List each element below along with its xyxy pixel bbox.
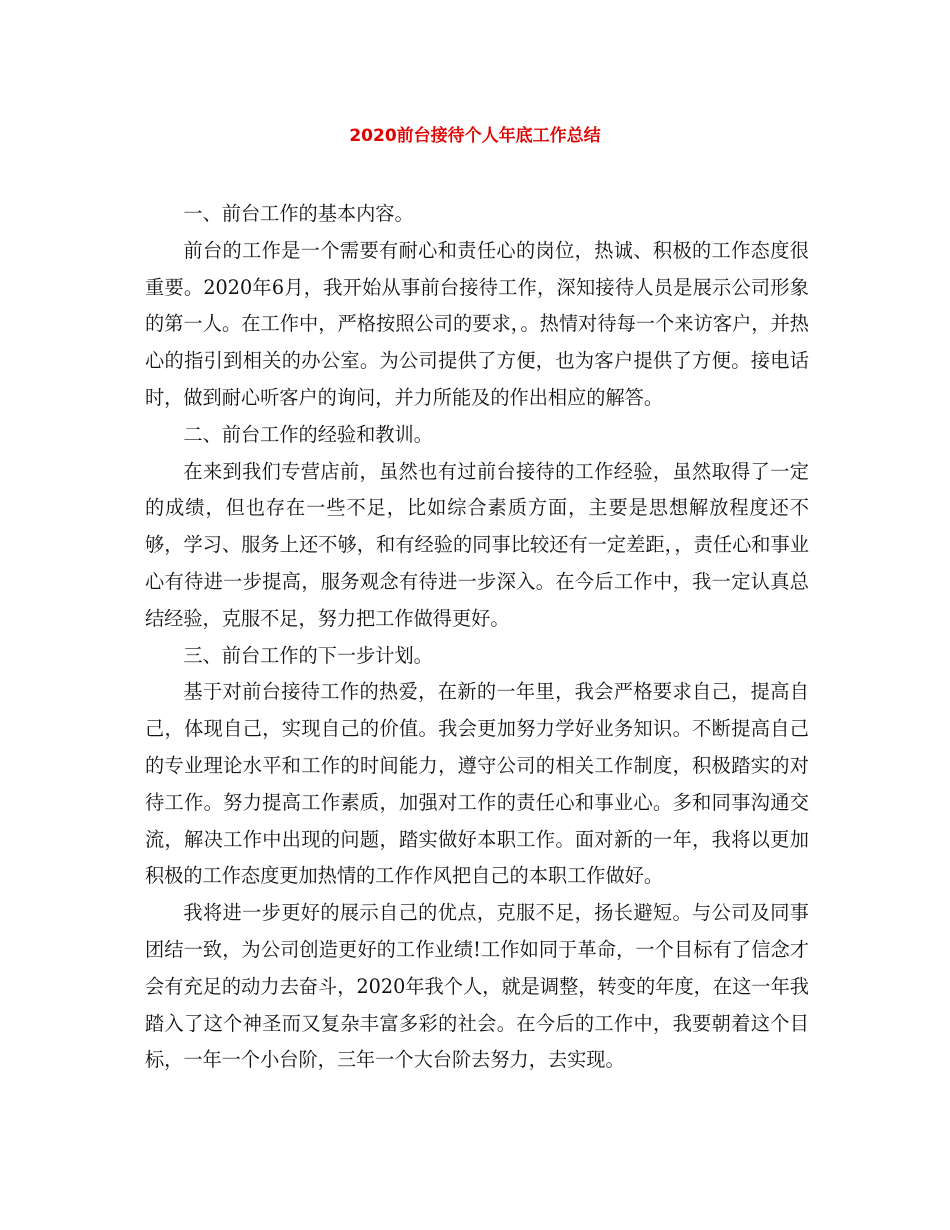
paragraph-basic-content: 前台的工作是一个需要有耐心和责任心的岗位，热诚、积极的工作态度很重要。2020年6月，我开始从事前台接待工作，深知接待人员是展示公司形象的第一人。在工作中，严格按照公司的要求，。热情对待每一个来访客户，并热心的指引到相关的办公室。为公司提供了方便，也为客户提供了方便。接电话时，做到耐心听客户的询问，并力所能及的作出相应的解答。 (145, 238, 809, 409)
paragraph-closing: 我将进一步更好的展示自己的优点，克服不足，扬长避短。与公司及同事团结一致，为公司创造更好的工作业绩!工作如同于革命，一个目标有了信念才会有充足的动力去奋斗，2020年我个人，就是调整，转变的年度，在这一年我踏入了这个神圣而又复杂丰富多彩的社会。在今后的工作中，我要朝着这个目标，一年一个小台阶，三年一个大台阶去努力，去实现。 (145, 901, 809, 1072)
section-heading-basic-content: 一、前台工作的基本内容。 (183, 202, 414, 225)
paragraph-experience: 在来到我们专营店前，虽然也有过前台接待的工作经验，虽然取得了一定的成绩，但也存在一些不足，比如综合素质方面，主要是思想解放程度还不够，学习、服务上还不够，和有经验的同事比较还有一定差距，，责任心和事业心有待进一步提高，服务观念有待进一步深入。在今后工作中，我一定认真总结经验，克服不足，努力把工作做得更好。 (145, 459, 809, 630)
paragraph-next-plan: 基于对前台接待工作的热爱，在新的一年里，我会严格要求自己，提高自己，体现自己，实现自己的价值。我会更加努力学好业务知识。不断提高自己的专业理论水平和工作的时间能力，遵守公司的相关工作制度，积极踏实的对待工作。努力提高工作素质，加强对工作的责任心和事业心。多和同事沟通交流，解决工作中出现的问题，踏实做好本职工作。面对新的一年，我将以更加积极的工作态度更加热情的工作作风把自己的本职工作做好。 (145, 680, 809, 888)
document-title: 2020前台接待个人年底工作总结 (349, 126, 601, 146)
document-body (145, 196, 809, 1079)
section-heading-experience: 二、前台工作的经验和教训。 (183, 422, 433, 446)
section-heading-next-plan: 三、前台工作的下一步计划。 (183, 643, 433, 667)
